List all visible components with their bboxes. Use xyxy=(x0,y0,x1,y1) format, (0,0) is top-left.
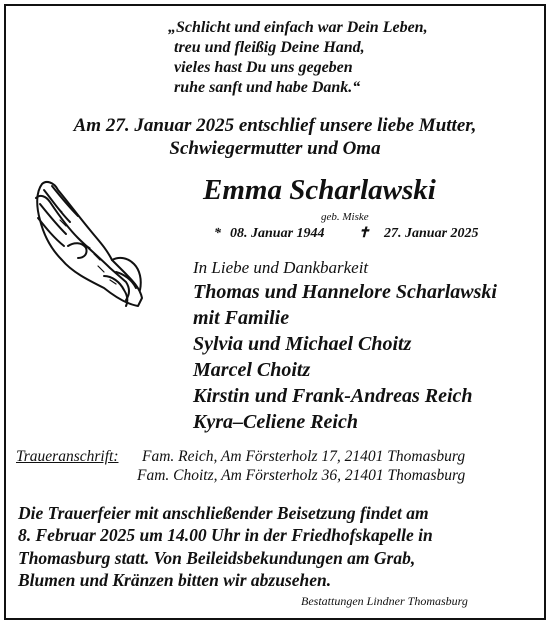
cross-icon: ✝ xyxy=(358,226,370,241)
obituary-card xyxy=(4,4,546,620)
mourner-line: Thomas und Hannelore Scharlawski xyxy=(193,281,497,303)
undertaker: Bestattungen Lindner Thomasburg xyxy=(301,594,468,608)
birth-symbol: * xyxy=(214,226,221,241)
mourner-line: Kirstin und Frank-Andreas Reich xyxy=(193,385,473,407)
address-line: Fam. Reich, Am Försterholz 17, 21401 Thomasburg xyxy=(142,448,466,465)
poem-line: „Schlicht und einfach war Dein Leben, xyxy=(168,19,428,36)
death-date: 27. Januar 2025 xyxy=(384,226,479,241)
poem-line: vieles hast Du uns gegeben xyxy=(174,59,353,76)
deceased-name: Emma Scharlawski xyxy=(203,174,436,206)
poem-line: treu und fleißig Deine Hand, xyxy=(174,39,365,56)
funeral-line: Blumen und Kränzen bitten wir abzusehen. xyxy=(18,570,332,590)
birth-date: 08. Januar 1944 xyxy=(230,226,325,241)
poem-line: ruhe sanft und habe Dank.“ xyxy=(174,79,361,96)
praying-hands-icon xyxy=(28,176,153,316)
address-label: Traueranschrift: xyxy=(16,448,119,465)
announcement-line: Schwiegermutter und Oma xyxy=(169,138,381,159)
funeral-line: Thomasburg statt. Von Beileidsbekundungen am Grab, xyxy=(18,548,416,568)
mourner-line: Sylvia und Michael Choitz xyxy=(193,333,412,355)
mourner-line: Kyra–Celiene Reich xyxy=(193,411,358,433)
announcement-line: Am 27. Januar 2025 entschlief unsere liebe Mutter, xyxy=(73,115,477,136)
funeral-line: Die Trauerfeier mit anschließender Beisetzung findet am xyxy=(18,503,429,523)
mourners-intro: In Liebe und Dankbarkeit xyxy=(193,258,369,277)
mourner-line: Marcel Choitz xyxy=(193,359,311,381)
address-line: Fam. Choitz, Am Försterholz 36, 21401 Thomasburg xyxy=(137,467,466,484)
maiden-name: geb. Miske xyxy=(321,211,369,223)
funeral-line: 8. Februar 2025 um 14.00 Uhr in der Friedhofskapelle in xyxy=(18,525,433,545)
mourner-line: mit Familie xyxy=(193,307,290,329)
